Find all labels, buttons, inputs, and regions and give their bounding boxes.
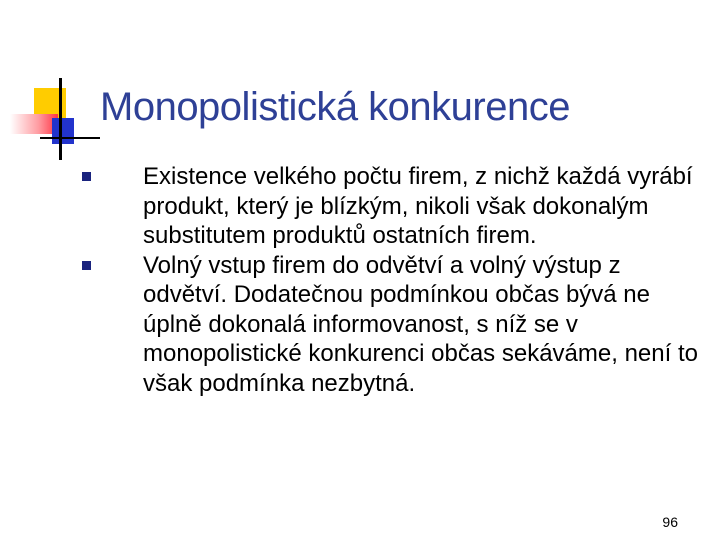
bullet-text: Existence velkého počtu firem, z nichž každá vyrábí produkt, který je blízkým, nikoli však dokonalým substitutem produktů ostatních firem. xyxy=(143,163,693,249)
bullet-list xyxy=(80,162,710,398)
slide-title: Monopolistická konkurence xyxy=(100,85,570,129)
logo-red-gradient-bar xyxy=(10,114,58,134)
bullet-text: Volný vstup firem do odvětví a volný výstup z odvětví. Dodatečnou podmínkou občas bývá ne úplně dokonalá informovanost, s níž se v monopolistické konkurenci občas sekáváme, není to však podmínka nezbytná. xyxy=(143,251,698,397)
square-bullet-icon xyxy=(82,261,91,270)
logo-horizontal-line xyxy=(40,137,100,139)
logo-graphic xyxy=(0,0,110,170)
square-bullet-icon xyxy=(82,172,91,181)
logo-blue-square xyxy=(52,118,74,144)
bullet-item xyxy=(80,251,710,399)
page-number: 96 xyxy=(662,514,678,530)
bullet-item xyxy=(80,162,710,251)
logo-vertical-line xyxy=(59,78,62,160)
